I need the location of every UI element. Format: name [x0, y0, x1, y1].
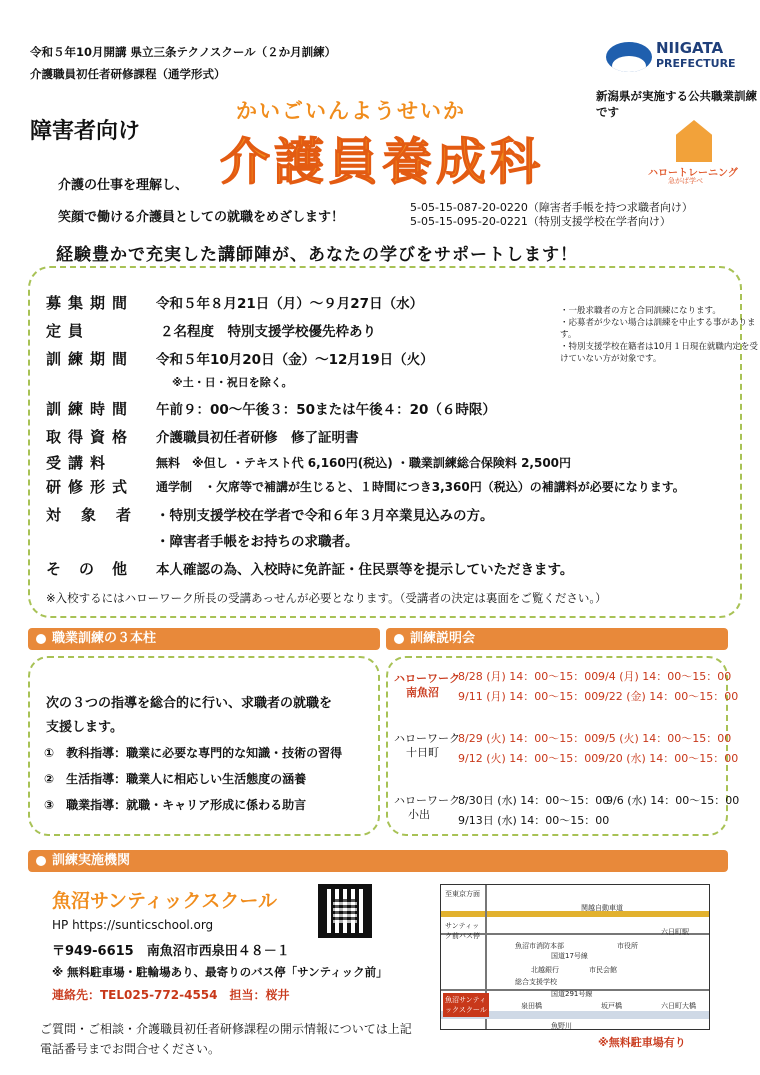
course-type-line: 介護職員初任者研修課程（通学形式）: [30, 67, 226, 81]
qr-code-icon[interactable]: [318, 884, 372, 938]
period-note: ※土・日・祝日を除く。: [172, 376, 293, 389]
facility-heading: [28, 850, 728, 872]
note-item: ・応募者が少ない場合は訓練を中止する事があります。: [560, 318, 756, 340]
parking-note: ※ 無料駐車場・駐輪場あり、最寄りのバス停「サンティック前」: [52, 965, 388, 979]
pillar-item: ① 教科指導：職業に必要な専門的な知識・技術の習得: [44, 746, 343, 760]
other-value: 本人確認の為、入校時に免許証・住民票等を提示していただきます。: [156, 562, 574, 578]
format-value: 通学制 ・欠席等で補講が生じると、１時間につき3,360円（税込）の補講料が必要になります。: [156, 480, 685, 494]
job-number-1: 5-05-15-087-20-0220（障害者手帳を持つ求職者向け）: [410, 201, 693, 214]
map-label: 泉田橋: [521, 1002, 542, 1010]
target-audience: 障害者向け: [30, 119, 141, 144]
contact-line: 連絡先：TEL025-772-4554 担当：桜井: [52, 988, 290, 1002]
org-caption: 新潟県が実施する公共職業訓練です: [596, 89, 757, 119]
map-label: 六日町大橋: [661, 1002, 696, 1010]
map-label: 至東京方面: [445, 890, 480, 898]
school-address: 〒949-6615 南魚沼市西泉田４８－１: [52, 944, 290, 959]
facility-heading-text: 訓練実施機関: [52, 853, 131, 868]
other-label: その他: [46, 560, 146, 578]
explain-heading-text: 訓練説明会: [410, 631, 476, 646]
map-label: 魚沼市消防本部: [515, 942, 564, 950]
hello-training-slogan: 急がば学べ: [668, 177, 703, 185]
hours-value: 午前９：00～午後３：50または午後４：20（６時限）: [156, 402, 496, 418]
org-name: NIIGATA: [656, 39, 724, 57]
intro-line-1: 介護の仕事を理解し、: [58, 178, 189, 193]
pillar-item: ③ 職業指導：就職・キャリア形成に係わる助言: [44, 798, 307, 812]
pillar-item: ② 生活指導：職業人に相応しい生活態度の涵養: [44, 772, 307, 786]
recruit-label: 募集期間: [46, 294, 135, 312]
tagline: 経験豊かで充実した講師陣が、あなたの学びをサポートします！: [56, 245, 578, 265]
bullet-dot-icon: [36, 634, 46, 644]
session-time: 8/28 (月) 14：00～15：00: [458, 670, 599, 683]
job-number-2: 5-05-15-095-20-0221（特別支援学校在学者向け）: [410, 215, 671, 228]
course-open-line: 令和５年10月開講 県立三条テクノスクール（２か月訓練）: [30, 45, 337, 59]
map-label: 北越銀行: [531, 966, 559, 974]
map-label: サンティック前バス停: [445, 922, 480, 940]
note-item: ・特別支援学校在籍者は10月１日現在就職内定を受けていない方が対象です。: [560, 342, 758, 364]
pillars-intro-2: 支援します。: [46, 720, 123, 735]
session-time: 8/30日 (水) 14：00～15：00: [458, 794, 610, 807]
map-label: 坂戸橋: [601, 1002, 622, 1010]
office-place: 十日町: [406, 746, 439, 759]
format-label: 研修形式: [46, 478, 135, 496]
pencil-mascot-icon: [676, 120, 712, 162]
pillars-heading-text: 職業訓練の３本柱: [52, 631, 157, 646]
session-time: 9/22 (金) 14：00～15：00: [598, 690, 739, 703]
fee-label: 受講料: [46, 454, 113, 472]
session-time: 9/4 (月) 14：00～15：00: [598, 670, 732, 683]
footnote: ※入校するにはハローワーク所長の受講あっせんが必要となります。（受講者の決定は裏面をご覧ください。）: [46, 591, 607, 605]
org-sub: PREFECTURE: [656, 57, 736, 70]
map-parking-note: ※無料駐車場有り: [598, 1036, 686, 1049]
eligible-value-2: ・障害者手帳をお持ちの求職者。: [156, 534, 359, 550]
pillars-intro-1: 次の３つの指導を総合的に行い、求職者の就職を: [46, 696, 333, 711]
map-label: 市民会館: [589, 966, 617, 974]
note-item: ・一般求職者の方と合同訓練になります。: [560, 306, 721, 316]
office-place: 小出: [408, 808, 430, 821]
school-name: 魚沼サンティックスクール: [52, 890, 277, 912]
hours-label: 訓練時間: [46, 400, 135, 418]
school-website-link[interactable]: HP https://sunticschool.org: [52, 918, 214, 932]
map-label: 六日町駅: [661, 928, 689, 936]
period-label: 訓練期間: [46, 350, 135, 368]
map-label: 市役所: [617, 942, 638, 950]
explain-heading: [386, 628, 728, 650]
eligible-label: 対象者: [46, 506, 152, 524]
office-name: ハローワーク: [394, 794, 460, 807]
footer-line-1: ご質問・ご相談・介護職員初任者研修課程の開示情報については上記: [40, 1022, 412, 1036]
period-value: 令和５年10月20日（金）～12月19日（火）: [156, 352, 434, 368]
map-label: 魚野川: [551, 1022, 572, 1030]
map-label: 国道17号線: [551, 952, 588, 960]
org-logo-text: [656, 40, 736, 72]
office-place: 南魚沼: [406, 686, 439, 699]
map-label: 国道291号線: [551, 990, 593, 998]
fee-value: 無料 ※但し ・テキスト代 6,160円(税込) ・職業訓練総合保険料 2,500円: [156, 456, 572, 470]
session-time: 9/5 (火) 14：00～15：00: [598, 732, 732, 745]
session-time: 9/12 (火) 14：00～15：00: [458, 752, 599, 765]
access-map: [440, 884, 710, 1030]
eligible-value-1: ・特別支援学校在学者で令和６年３月卒業見込みの方。: [156, 508, 494, 524]
office-name: ハローワーク: [394, 732, 460, 745]
certificate-value: 介護職員初任者研修 修了証明書: [156, 430, 359, 446]
hello-training-logo: ハロートレーニング: [648, 168, 738, 179]
session-time: 9/13日 (水) 14：00～15：00: [458, 814, 610, 827]
footer-line-2: 電話番号までお問合せください。: [40, 1042, 221, 1056]
capacity-label: 定員: [46, 322, 91, 340]
session-time: 8/29 (火) 14：00～15：00: [458, 732, 599, 745]
session-time: 9/6 (水) 14：00～15：00: [606, 794, 740, 807]
recruit-value: 令和５年８月21日（月）～９月27日（水）: [156, 296, 424, 312]
pillars-heading: [28, 628, 380, 650]
capacity-notes: [560, 305, 760, 365]
office-name: ハローワーク: [394, 672, 460, 685]
session-time: 9/11 (月) 14：00～15：00: [458, 690, 599, 703]
title-ruby: かいごいんようせいか: [236, 99, 466, 123]
bullet-dot-icon: [394, 634, 404, 644]
session-time: 9/20 (水) 14：00～15：00: [598, 752, 739, 765]
map-label: 総合支援学校: [515, 978, 557, 986]
map-label: 関越自動車道: [581, 904, 623, 912]
capacity-value: ２名程度 特別支援学校優先枠あり: [160, 324, 376, 340]
niigata-logo-icon: [606, 42, 652, 72]
intro-line-2: 笑顔で働ける介護員としての就職をめざします！: [58, 210, 345, 225]
map-school-marker: 魚沼サンティックスクール: [443, 993, 489, 1017]
page-title: 介護員養成科: [220, 133, 544, 191]
certificate-label: 取得資格: [46, 428, 135, 446]
bullet-dot-icon: [36, 856, 46, 866]
